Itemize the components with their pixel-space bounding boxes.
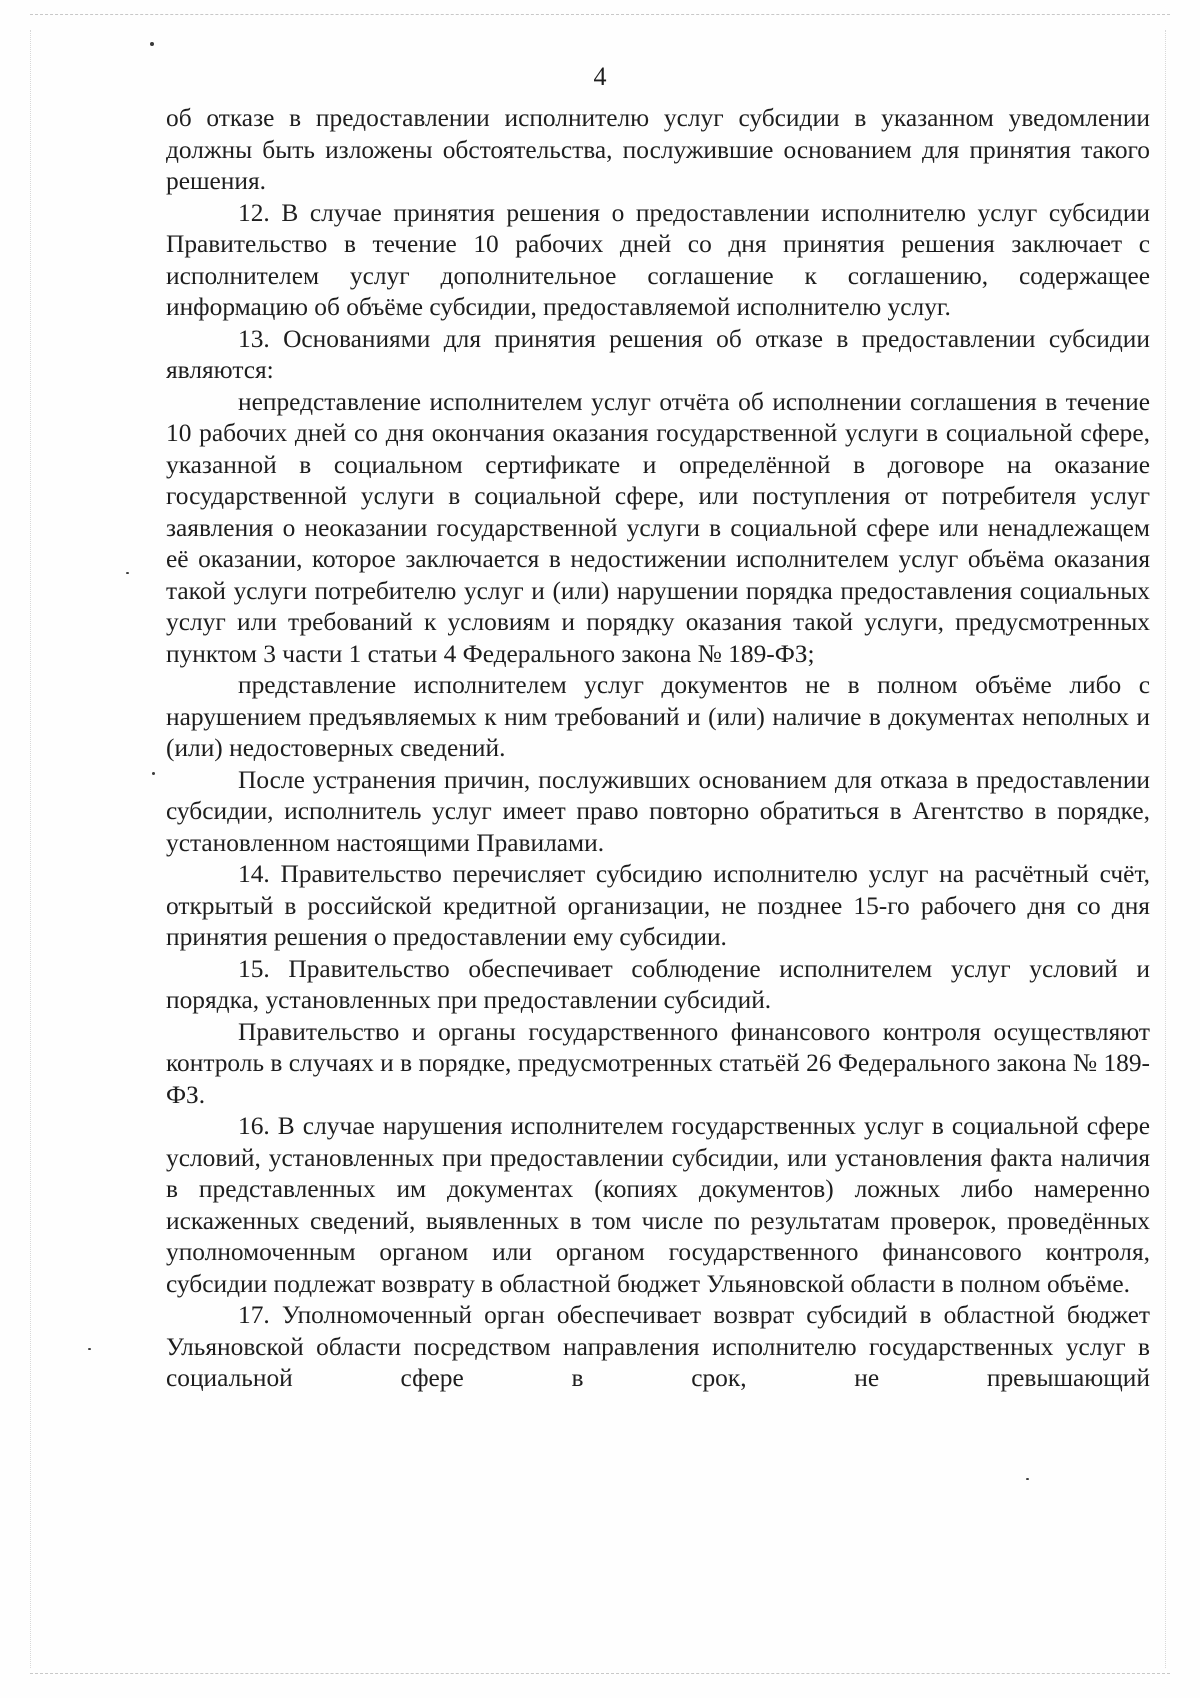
paragraph-3: 13. Основаниями для принятия решения об отказе в предоставлении субсидии являются: [166, 324, 1150, 384]
paragraph-7: 14. Правительство перечисляет субсидию исполнителю услуг на расчётный счёт, открытый в российской кредитной организации, не позднее 15-го рабочего дня со дня принятия решения о предоставлении ему субсидии. [166, 860, 1150, 951]
scan-speck [88, 1348, 91, 1350]
scan-speck [150, 42, 154, 46]
paragraph-8: 15. Правительство обеспечивает соблюдение исполнителем услуг условий и порядка, установленных при предоставлении субсидий. [166, 954, 1150, 1014]
scan-edge-bottom [30, 1673, 1170, 1674]
scan-edge-top [30, 14, 1170, 15]
document-body [166, 103, 1150, 1395]
scan-speck [152, 772, 155, 775]
paragraph-11: 17. Уполномоченный орган обеспечивает возврат субсидий в областной бюджет Ульяновской области посредством направления исполнителю государственных услуг в социальной сфере в срок, не превышающий [166, 1301, 1150, 1392]
paragraph-9: Правительство и органы государственного финансового контроля осуществляют контроль в случаях и в порядке, предусмотренных статьёй 26 Федерального закона № 189-ФЗ. [166, 1017, 1150, 1109]
paragraph-2: 12. В случае принятия решения о предоставлении исполнителю услуг субсидии Правительство в течение 10 рабочих дней со дня принятия решения заключает с исполнителем услуг дополнительное соглашение к соглашению, содержащее информацию об объёме субсидии, предоставляемой исполнителю услуг. [166, 198, 1150, 321]
scan-speck [126, 572, 129, 574]
scan-edge-right [1165, 30, 1166, 1668]
paragraph-6: После устранения причин, послуживших основанием для отказа в предоставлении субсидии, исполнитель услуг имеет право повторно обратиться в Агентство в порядке, установленном настоящими Правилами. [166, 765, 1150, 857]
paragraph-5: представление исполнителем услуг документов не в полном объёме либо с нарушением предъявляемых к ним требований и (или) наличие в документах неполных и (или) недостоверных сведений. [166, 671, 1150, 762]
paragraph-10: 16. В случае нарушения исполнителем государственных услуг в социальной сфере условий, установленных при предоставлении субсидии, или установления факта наличия в представленных им документах (копиях документов) ложных либо намеренно искаженных сведений, выявленных в том числе по результатам проверок, проведённых уполномоченным органом или органом государственного финансового контроля, субсидии подлежат возврату в областной бюджет Ульяновской области в полном объёме. [166, 1112, 1150, 1298]
scan-edge-left [30, 30, 31, 1668]
paragraph-1: об отказе в предоставлении исполнителю услуг субсидии в указанном уведомлении должны быть изложены обстоятельства, послужившие основанием для принятия такого решения. [166, 104, 1150, 195]
page-number: 4 [593, 62, 607, 91]
paragraph-4: непредставление исполнителем услуг отчёта об исполнении соглашения в течение 10 рабочих дней со дня окончания оказания государственной услуги в социальной сфере, указанной в социальном сертификате и определённой в договоре на оказание государственной услуги в социальной сфере, или поступления от потребителя услуг заявления о неоказании государственной услуги в социальной сфере или ненадлежащем её оказании, которое заключается в недостижении исполнителем услуг объёма оказания такой услуги потребителю услуг и (или) нарушении порядка предоставления социальных услуг или требований к условиям и порядку оказания такой услуги, предусмотренных пунктом 3 части 1 статьи 4 Федерального закона № 189-ФЗ; [166, 387, 1150, 668]
scan-speck [1026, 1478, 1029, 1480]
